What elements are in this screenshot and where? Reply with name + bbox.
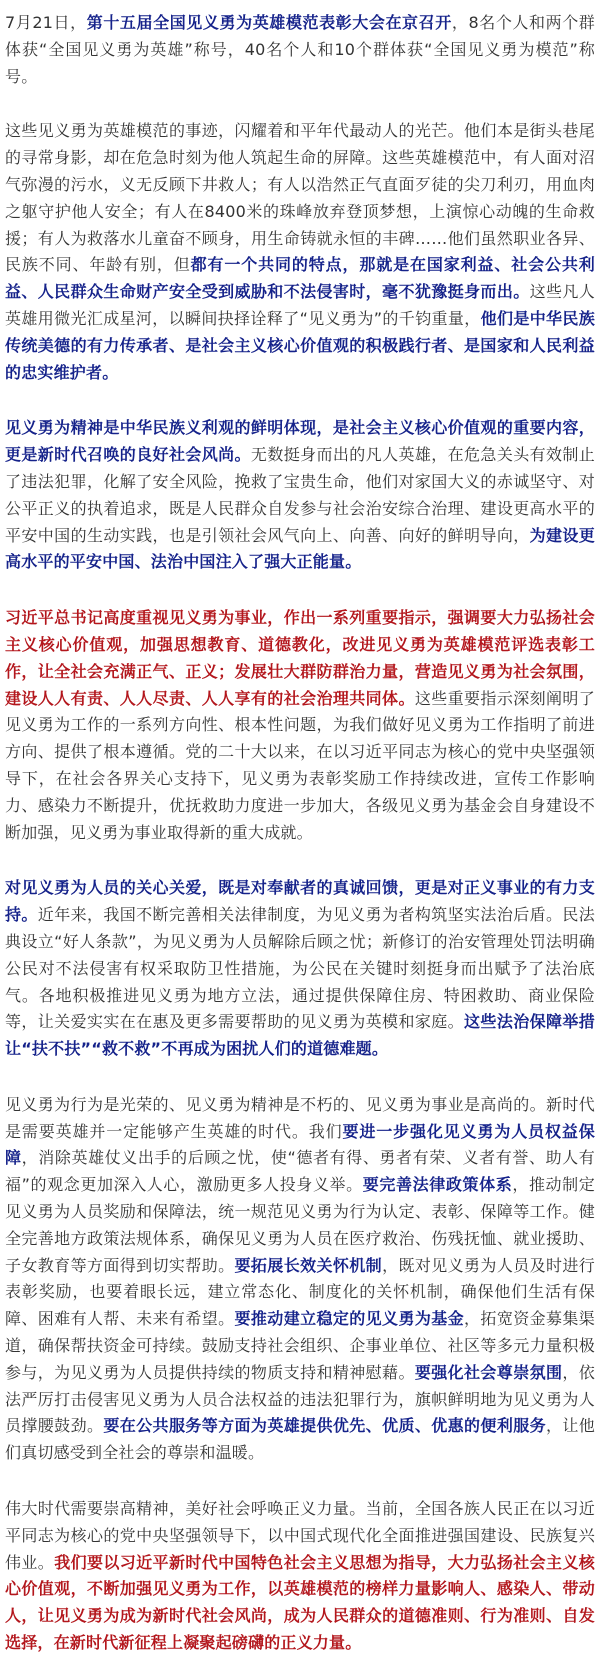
highlight-red-text: 我们要以习近平新时代中国特色社会主义思想为指导，大力弘扬社会主义核心价值观，不断加强见义勇为工作，以英雄模范的榜样力量影响人、感染人、带动人，让见义勇为成为新时代社会风尚，成为人民群众的道德准则、行为准则、自发选择，在新时代新征程上凝聚起磅礴的正义力量。 [5,1552,595,1653]
body-text: ，8名个人和两个群体获“全国见义勇为英雄”称号，40名个人和10个群体获“全国见义勇为模范”称号。 [5,13,596,86]
highlight-blue-text: 要强化社会尊崇氛围 [414,1362,563,1382]
highlight-blue-text: 见义勇为精神是中华民族义利观的鲜明体现，是社会主义核心价值观的重要内容，更是新时代召唤的良好社会风尚。 [5,418,595,465]
highlight-blue-text: 要拓展长效关怀机制 [234,1255,383,1275]
body-text: 无数挺身而出的凡人英雄，在危急关头有效制止了违法犯罪，化解了安全风险，挽救了宝贵生命，他们对家国大义的赤诚坚守、对公平正义的执着追求，既是人民群众自发参与社会治安综合治理、建设更高水平的平安中国的生动实践，也是引领社会风气向上、向善、向好的鲜明导向， [5,445,595,545]
highlight-blue-text: 为建设更高水平的平安中国、法治中国注入了强大正能量。 [5,525,595,572]
body-text: ，推动制定见义勇为人员奖励和保障法，统一规范见义勇为行为认定、表彰、保障等工作。健全完善地方政策法规体系，确保见义勇为人员在医疗救治、伤残抚恤、就业援助、子女教育等方面得到切实帮助。 [5,1175,595,1275]
body-text: 7月21日， [5,13,87,32]
paragraph-heroes-deeds [5,118,595,386]
body-text: 伟大时代需要崇高精神，美好社会呼唤正义力量。当前，全国各族人民正在以习近平同志为核心的党中央坚强领导下，以中国式现代化全面推进强国建设、民族复兴伟业。 [5,1499,595,1572]
highlight-blue-text: 要完善法律政策体系 [362,1175,513,1195]
body-text: ，依法严厉打击侵害见义勇为人员合法权益的违法犯罪行为，旗帜鲜明地为见义勇为人员撑腰鼓劲。 [5,1362,595,1436]
highlight-blue-text: 对见义勇为人员的关心关爱，既是对奉献者的真诚回馈，更是对正义事业的有力支持。 [5,878,595,925]
body-text: 这些凡人英雄用微光汇成星河，以瞬间抉择诠释了“见义勇为”的千钧重量， [5,282,595,328]
paragraph-care [5,875,595,1063]
highlight-blue-text: 要推动建立稳定的见义勇为基金 [234,1309,465,1329]
highlight-blue-text: 都有一个共同的特点，那就是在国家利益、社会公共利益、人民群众生命财产安全受到威胁和不法侵害时，毫不犹豫挺身而出。 [5,255,595,302]
highlight-red-text: 习近平总书记高度重视见义勇为事业，作出一系列重要指示，强调要大力弘扬社会主义核心价值观，加强思想教育、道德教化，改进见义勇为英雄模范评选表彰工作，让全社会充满正气、正义；发展壮大群防群治力量，营造见义勇为社会氛围，建设人人有责、人人尽责、人人享有的社会治理共同体。 [5,608,595,708]
highlight-blue-text: 这些法治保障举措让“扶不扶”“救不救”不再成为困扰人们的道德难题。 [5,1012,595,1059]
body-text: 近年来，我国不断完善相关法律制度，为见义勇为者构筑坚实法治后盾。民法典设立“好人条款”，为见义勇为人员解除后顾之忧；新修订的治安管理处罚法明确公民对不法侵害有权采取防卫性措施，为公民在关键时刻挺身而出赋予了法治底气。各地积极推进见义勇为地方立法，通过提供保障住房、特困救助、商业保险等，让关爱实实在在惠及更多需要帮助的见义勇为英模和家庭。 [5,905,595,1032]
paragraph-leadership [5,605,595,846]
paragraph-conclusion [5,1496,595,1657]
paragraph-measures [5,1092,595,1467]
body-text: 这些见义勇为英雄模范的事迹，闪耀着和平年代最动人的光芒。他们本是街头巷尾的寻常身影，却在危急时刻为他人筑起生命的屏障。这些英雄模范中，有人面对沼气弥漫的污水，义无反顾下井救人；有人以浩然正气直面歹徒的尖刀利刃，用血肉之躯守护他人安全；有人在8400米的珠峰放弃登顶梦想，上演惊心动魄的生命救援；有人为救落水儿童奋不顾身，用生命铸就永恒的丰碑……他们虽然职业各异、民族不同、年龄有别，但 [5,121,595,275]
body-text: ，既对见义勇为人员及时进行表彰奖励，也要着眼长远，建立常态化、制度化的关怀机制，确保他们生活有保障、困难有人帮、未来有希望。 [5,1255,595,1329]
body-text: 这些重要指示深刻阐明了见义勇为工作的一系列方向性、根本性问题，为我们做好见义勇为工作指明了前进方向、提供了根本遵循。党的二十大以来，在以习近平同志为核心的党中央坚强领导下，在社会各界关心支持下，见义勇为表彰奖励工作持续改进，宣传工作影响力、感染力不断提升，优抚救助力度进一步加大，各级见义勇为基金会自身建设不断加强，见义勇为事业取得新的重大成就。 [5,688,595,842]
body-text: ，消除英雄仗义出手的后顾之忧，使“德者有得、勇者有荣、义者有誉、助人有福”的观念更加深入人心，激励更多人投身义举。 [5,1148,596,1195]
highlight-blue-text: 第十五届全国见义勇为英雄模范表彰大会在京召开 [86,13,452,32]
highlight-blue-text: 他们是中华民族传统美德的有力传承者、是社会主义核心价值观的积极践行者、是国家和人民利益的忠实维护者。 [5,308,595,382]
body-text: ，让他们真切感受到全社会的尊崇和温暖。 [5,1416,596,1463]
paragraph-intro [5,10,595,90]
paragraph-spirit [5,415,595,576]
body-text: 见义勇为行为是光荣的、见义勇为精神是不朽的、见义勇为事业是高尚的。新时代是需要英雄并一定能够产生英雄的时代。我们 [5,1094,595,1141]
highlight-blue-text: 要在公共服务等方面为英雄提供优先、优质、优惠的便利服务 [103,1416,547,1436]
body-text: ，拓宽资金募集渠道，确保帮扶资金可持续。鼓励支持社会组织、企事业单位、社区等多元力量积极参与，为见义勇为人员提供持续的物质支持和精神慰藉。 [5,1309,595,1382]
highlight-blue-text: 要进一步强化见义勇为人员权益保障 [5,1121,595,1168]
